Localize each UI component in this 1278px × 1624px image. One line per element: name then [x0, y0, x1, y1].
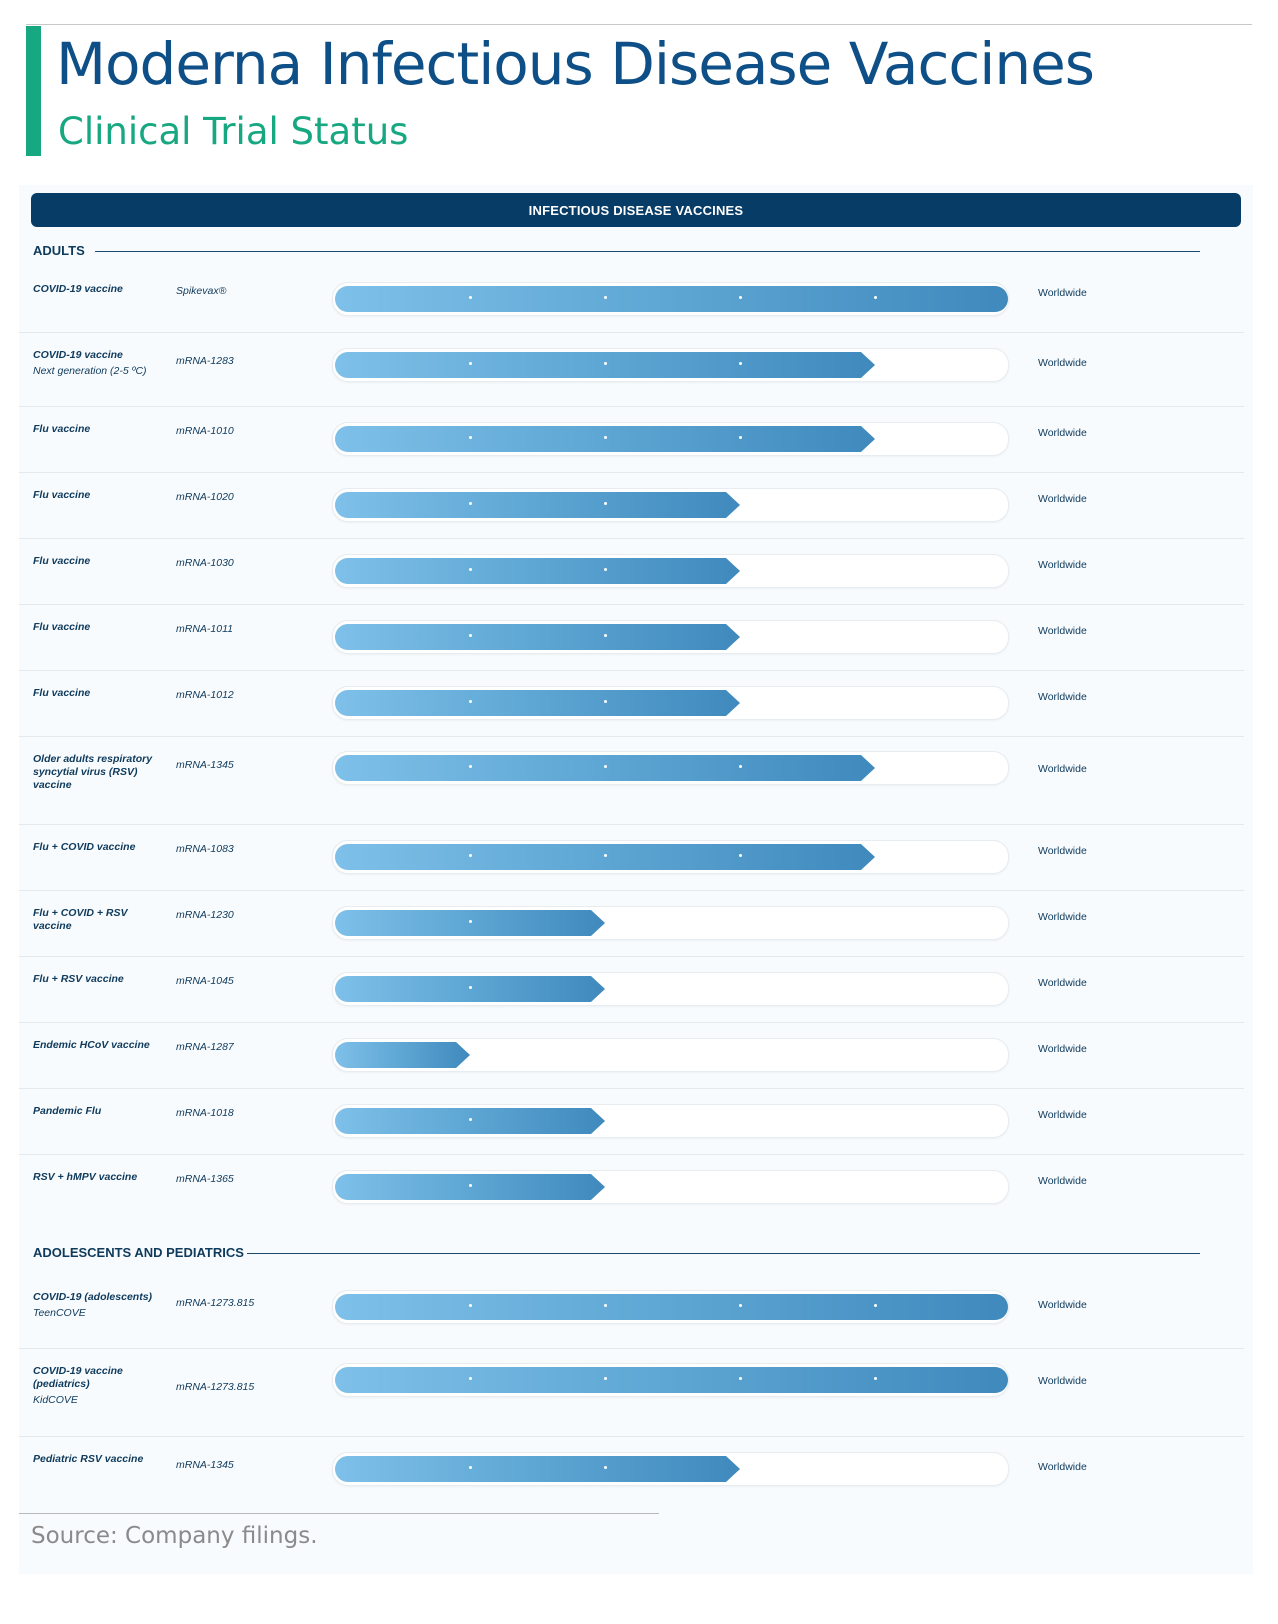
- stage-marker: [469, 1377, 472, 1380]
- stage-marker: [604, 1377, 607, 1380]
- stage-progress-bar: [335, 1367, 1008, 1393]
- section-divider: [247, 1253, 1200, 1254]
- stage-marker: [604, 634, 607, 637]
- top-rule: [26, 24, 1252, 25]
- stage-marker: [604, 568, 607, 571]
- vaccine-name-text: Flu vaccine: [33, 555, 91, 567]
- pipeline-row: [19, 1437, 1253, 1507]
- stage-marker: [874, 1377, 877, 1380]
- stage-marker: [739, 854, 742, 857]
- vaccine-name-text: Pediatric RSV vaccine: [33, 1453, 144, 1465]
- stage-track: [332, 686, 1009, 720]
- vaccine-name-text: Pandemic Flu: [33, 1105, 102, 1117]
- vaccine-name: [33, 621, 168, 634]
- stage-progress-bar: [335, 844, 875, 870]
- stage-progress-bar: [335, 1042, 470, 1068]
- vaccine-name: [33, 1105, 168, 1118]
- vaccine-subtitle: KidCOVE: [33, 1394, 78, 1406]
- stage-marker: [604, 436, 607, 439]
- stage-progress-bar: [335, 426, 875, 452]
- candidate-code: mRNA-1273.815: [176, 1381, 255, 1393]
- chart-title: Moderna Infectious Disease Vaccines: [56, 30, 1095, 98]
- chart-subtitle: Clinical Trial Status: [58, 110, 409, 153]
- stage-marker: [469, 1184, 472, 1187]
- vaccine-name-text: Flu vaccine: [33, 687, 91, 699]
- pipeline-row: [19, 333, 1253, 407]
- region-label: Worldwide: [1038, 1375, 1087, 1387]
- vaccine-name-text: Flu + RSV vaccine: [33, 973, 124, 985]
- section-label: ADULTS: [33, 243, 85, 258]
- vaccine-name: [33, 283, 168, 296]
- stage-progress-bar: [335, 286, 1008, 312]
- stage-marker: [739, 296, 742, 299]
- vaccine-name: [33, 907, 168, 933]
- stage-marker: [739, 1377, 742, 1380]
- pipeline-row: [19, 1089, 1253, 1155]
- candidate-code: mRNA-1345: [176, 759, 234, 771]
- candidate-code: mRNA-1030: [176, 557, 234, 569]
- stage-track: [332, 751, 1009, 785]
- stage-progress-bar: [335, 624, 740, 650]
- vaccine-subtitle: TeenCOVE: [33, 1307, 86, 1319]
- vaccine-name-text: Flu vaccine: [33, 423, 91, 435]
- pipeline-row: [19, 671, 1253, 737]
- stage-progress-bar: [335, 976, 605, 1002]
- vaccine-name: [33, 753, 168, 792]
- stage-marker: [469, 986, 472, 989]
- region-label: Worldwide: [1038, 1461, 1087, 1473]
- stage-marker: [874, 1304, 877, 1307]
- region-label: Worldwide: [1038, 1175, 1087, 1187]
- stage-track: [332, 1452, 1009, 1486]
- pipeline-row: [19, 1155, 1253, 1221]
- stage-track: [332, 620, 1009, 654]
- pipeline-row: [19, 1275, 1253, 1349]
- stage-progress-bar: [335, 352, 875, 378]
- candidate-code: mRNA-1283: [176, 355, 234, 367]
- stage-progress-bar: [335, 910, 605, 936]
- region-label: Worldwide: [1038, 357, 1087, 369]
- region-label: Worldwide: [1038, 493, 1087, 505]
- stage-marker: [469, 1118, 472, 1121]
- stage-marker: [469, 362, 472, 365]
- candidate-code: mRNA-1273.815: [176, 1297, 255, 1309]
- region-label: Worldwide: [1038, 427, 1087, 439]
- candidate-code: Spikevax®: [176, 285, 227, 297]
- vaccine-name-text: COVID-19 (adolescents): [33, 1291, 153, 1303]
- stage-marker: [604, 700, 607, 703]
- region-label: Worldwide: [1038, 287, 1087, 299]
- candidate-code: mRNA-1020: [176, 491, 234, 503]
- candidate-code: mRNA-1083: [176, 843, 234, 855]
- stage-marker: [469, 854, 472, 857]
- vaccine-name: [33, 1039, 168, 1052]
- region-label: Worldwide: [1038, 625, 1087, 637]
- stage-progress-bar: [335, 690, 740, 716]
- candidate-code: mRNA-1345: [176, 1459, 234, 1471]
- stage-track: [332, 1363, 1009, 1397]
- candidate-code: mRNA-1365: [176, 1173, 234, 1185]
- pipeline-row: [19, 737, 1253, 825]
- vaccine-name: [33, 1453, 168, 1466]
- pipeline-row: [19, 407, 1253, 473]
- region-label: Worldwide: [1038, 763, 1087, 775]
- stage-marker: [469, 634, 472, 637]
- vaccine-name-text: Endemic HCoV vaccine: [33, 1039, 150, 1051]
- stage-track: [332, 1170, 1009, 1204]
- stage-marker: [604, 854, 607, 857]
- pipeline-row: [19, 1349, 1253, 1437]
- pipeline-header: INFECTIOUS DISEASE VACCINES: [31, 193, 1241, 227]
- stage-track: [332, 554, 1009, 588]
- candidate-code: mRNA-1018: [176, 1107, 234, 1119]
- stage-marker: [469, 1466, 472, 1469]
- source-divider: [19, 1513, 659, 1514]
- stage-marker: [469, 920, 472, 923]
- region-label: Worldwide: [1038, 1299, 1087, 1311]
- pipeline-row: [19, 605, 1253, 671]
- section-label: ADOLESCENTS AND PEDIATRICS: [33, 1245, 244, 1260]
- stage-marker: [604, 1304, 607, 1307]
- pipeline-row: [19, 473, 1253, 539]
- vaccine-name: [33, 555, 168, 568]
- stage-progress-bar: [335, 1108, 605, 1134]
- vaccine-name: [33, 349, 168, 378]
- pipeline-row: [19, 1023, 1253, 1089]
- stage-marker: [469, 502, 472, 505]
- stage-marker: [469, 296, 472, 299]
- vaccine-name-text: COVID-19 vaccine (pediatrics): [33, 1365, 123, 1390]
- stage-marker: [739, 362, 742, 365]
- stage-progress-bar: [335, 755, 875, 781]
- pipeline-row: [19, 957, 1253, 1023]
- pipeline-row: [19, 267, 1253, 333]
- title-accent-bar: [26, 26, 41, 156]
- stage-track: [332, 422, 1009, 456]
- stage-marker: [469, 700, 472, 703]
- stage-track: [332, 488, 1009, 522]
- pipeline-row: [19, 891, 1253, 957]
- stage-marker: [469, 436, 472, 439]
- stage-marker: [469, 765, 472, 768]
- vaccine-name: [33, 423, 168, 436]
- candidate-code: mRNA-1230: [176, 909, 234, 921]
- stage-track: [332, 1290, 1009, 1324]
- vaccine-name-text: Flu vaccine: [33, 621, 91, 633]
- vaccine-name: [33, 1171, 168, 1184]
- stage-track: [332, 906, 1009, 940]
- stage-marker: [739, 765, 742, 768]
- stage-marker: [874, 296, 877, 299]
- candidate-code: mRNA-1287: [176, 1041, 234, 1053]
- pipeline-row: [19, 825, 1253, 891]
- stage-marker: [469, 568, 472, 571]
- region-label: Worldwide: [1038, 911, 1087, 923]
- stage-track: [332, 840, 1009, 874]
- stage-marker: [604, 362, 607, 365]
- region-label: Worldwide: [1038, 1109, 1087, 1121]
- section-divider: [95, 251, 1200, 252]
- candidate-code: mRNA-1012: [176, 689, 234, 701]
- pipeline-row: [19, 539, 1253, 605]
- source-note: Source: Company filings.: [31, 1523, 318, 1549]
- vaccine-name-text: Flu + COVID vaccine: [33, 841, 136, 853]
- stage-marker: [604, 1466, 607, 1469]
- pipeline-panel: [19, 185, 1253, 1574]
- region-label: Worldwide: [1038, 1043, 1087, 1055]
- vaccine-name: [33, 841, 168, 854]
- stage-track: [332, 1104, 1009, 1138]
- vaccine-name-text: COVID-19 vaccine: [33, 349, 123, 361]
- vaccine-name-text: Older adults respiratory syncytial virus (RSV) vaccine: [33, 753, 153, 791]
- stage-track: [332, 348, 1009, 382]
- vaccine-name: [33, 489, 168, 502]
- vaccine-name: [33, 1365, 168, 1407]
- vaccine-name: [33, 687, 168, 700]
- stage-marker: [469, 1304, 472, 1307]
- stage-progress-bar: [335, 558, 740, 584]
- stage-track: [332, 282, 1009, 316]
- stage-progress-bar: [335, 1456, 740, 1482]
- stage-progress-bar: [335, 1174, 605, 1200]
- region-label: Worldwide: [1038, 977, 1087, 989]
- stage-track: [332, 972, 1009, 1006]
- vaccine-name-text: Flu vaccine: [33, 489, 91, 501]
- stage-progress-bar: [335, 1294, 1008, 1320]
- candidate-code: mRNA-1010: [176, 425, 234, 437]
- region-label: Worldwide: [1038, 691, 1087, 703]
- vaccine-name-text: Flu + COVID + RSV vaccine: [33, 907, 128, 932]
- stage-track: [332, 1038, 1009, 1072]
- vaccine-name: [33, 973, 168, 986]
- stage-marker: [604, 296, 607, 299]
- region-label: Worldwide: [1038, 845, 1087, 857]
- candidate-code: mRNA-1045: [176, 975, 234, 987]
- vaccine-subtitle: Next generation (2-5 ºC): [33, 365, 147, 377]
- stage-marker: [604, 765, 607, 768]
- vaccine-name: [33, 1291, 168, 1320]
- stage-marker: [739, 1304, 742, 1307]
- vaccine-name-text: RSV + hMPV vaccine: [33, 1171, 138, 1183]
- region-label: Worldwide: [1038, 559, 1087, 571]
- vaccine-name-text: COVID-19 vaccine: [33, 283, 123, 295]
- candidate-code: mRNA-1011: [176, 623, 233, 635]
- stage-marker: [604, 502, 607, 505]
- stage-marker: [739, 436, 742, 439]
- stage-progress-bar: [335, 492, 740, 518]
